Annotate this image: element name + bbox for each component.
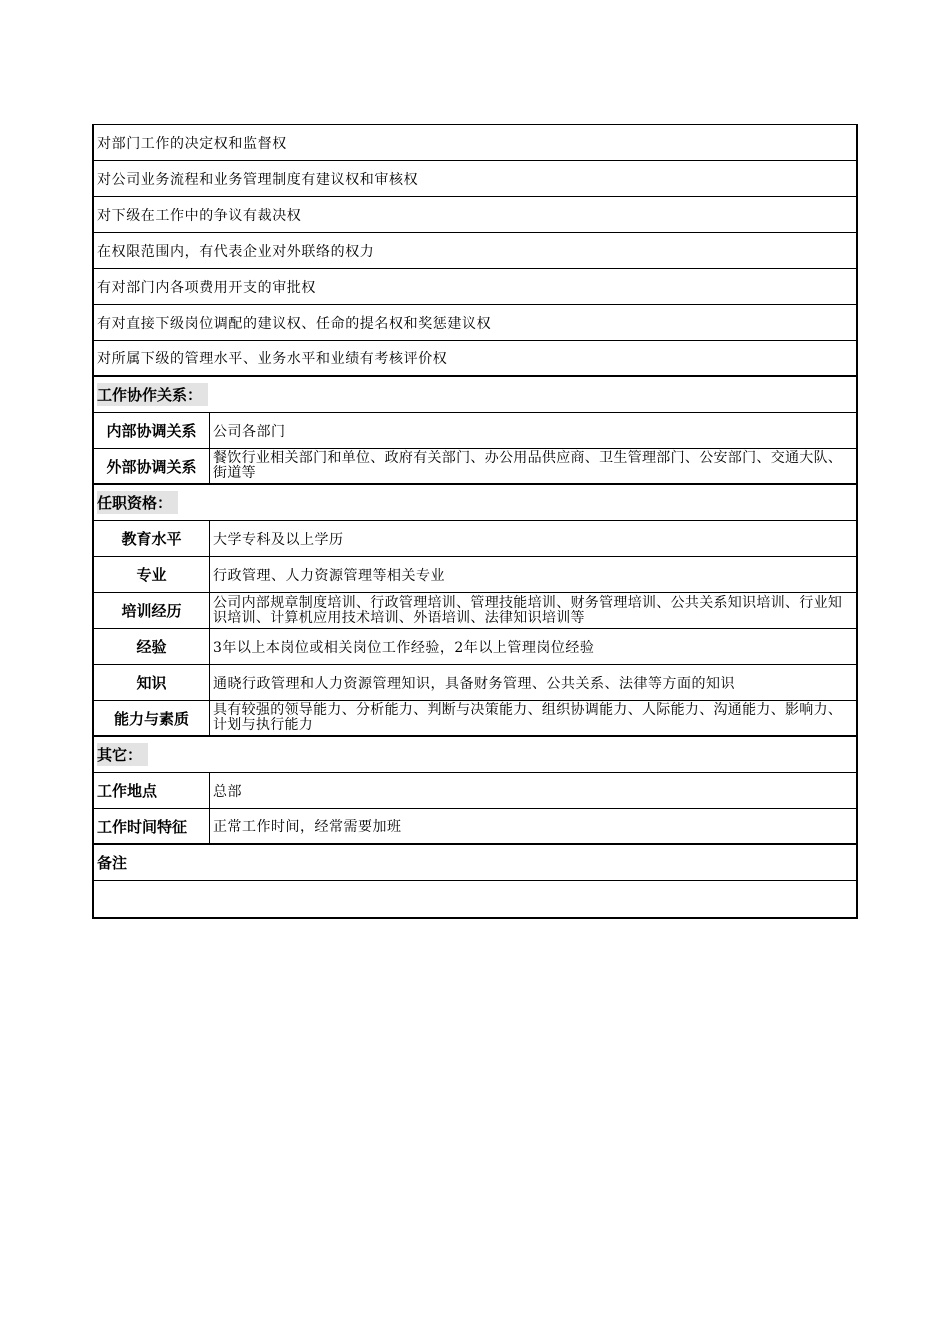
major-row: [94, 557, 856, 593]
other-header-row: [94, 737, 856, 773]
work-hours-label: 工作时间特征: [94, 809, 210, 843]
training-value: 公司内部规章制度培训、行政管理培训、管理技能培训、财务管理培训、公共关系知识培训、行业知识培训、计算机应用技术培训、外语培训、法律知识培训等: [213, 594, 843, 626]
authority-row: [94, 233, 856, 269]
work-hours-value: 正常工作时间，经常需要加班: [213, 819, 402, 835]
authority-text: 对下级在工作中的争议有裁决权: [97, 207, 302, 224]
training-label: 培训经历: [94, 593, 210, 628]
internal-coordination-row: [94, 413, 856, 449]
authority-row: [94, 341, 856, 377]
experience-label: 经验: [94, 629, 210, 664]
qualifications-title: 任职资格：: [97, 491, 178, 514]
experience-row: [94, 629, 856, 665]
internal-coordination-value: 公司各部门: [213, 423, 286, 440]
notes-body-row: [94, 881, 856, 917]
qualifications-header-row: [94, 485, 856, 521]
authority-row: [94, 305, 856, 341]
knowledge-value: 通晓行政管理和人力资源管理知识，具备财务管理、公共关系、法律等方面的知识: [213, 675, 735, 692]
authority-text: 有对直接下级岗位调配的建议权、任命的提名权和奖惩建议权: [97, 315, 492, 332]
education-label: 教育水平: [94, 521, 210, 556]
authority-row: [94, 125, 856, 161]
work-location-label: 工作地点: [94, 773, 210, 808]
notes-body: [94, 881, 856, 917]
education-value: 大学专科及以上学历: [213, 531, 344, 548]
authority-text: 在权限范围内，有代表企业对外联络的权力: [97, 243, 375, 260]
authority-row: [94, 269, 856, 305]
experience-value: 3年以上本岗位或相关岗位工作经验，2年以上管理岗位经验: [213, 639, 595, 656]
other-title: 其它：: [97, 743, 148, 766]
authority-row: [94, 161, 856, 197]
knowledge-label: 知识: [94, 665, 210, 700]
major-value: 行政管理、人力资源管理等相关专业: [213, 567, 445, 584]
knowledge-row: [94, 665, 856, 701]
work-location-row: [94, 773, 856, 809]
job-description-table: [92, 124, 858, 919]
external-coordination-value: 餐饮行业相关部门和单位、政府有关部门、办公用品供应商、卫生管理部门、公安部门、交通大队、街道等: [213, 450, 843, 481]
authority-row: [94, 197, 856, 233]
authority-text: 对部门工作的决定权和监督权: [97, 135, 287, 152]
major-label: 专业: [94, 557, 210, 592]
collaboration-title: 工作协作关系：: [97, 383, 208, 406]
ability-row: [94, 701, 856, 737]
external-coordination-label: 外部协调关系: [94, 449, 210, 483]
authority-text: 对所属下级的管理水平、业务水平和业绩有考核评价权: [97, 351, 448, 367]
ability-value: 具有较强的领导能力、分析能力、判断与决策能力、组织协调能力、人际能力、沟通能力、影响力、计划与执行能力: [213, 702, 843, 733]
external-coordination-row: [94, 449, 856, 485]
collaboration-header-row: [94, 377, 856, 413]
notes-header-row: [94, 845, 856, 881]
authority-text: 对公司业务流程和业务管理制度有建议权和审核权: [97, 171, 419, 188]
work-hours-row: [94, 809, 856, 845]
training-row: [94, 593, 856, 629]
work-location-value: 总部: [213, 783, 242, 800]
ability-label: 能力与素质: [94, 701, 210, 735]
notes-title: 备注: [97, 854, 128, 872]
authority-text: 有对部门内各项费用开支的审批权: [97, 279, 316, 296]
education-row: [94, 521, 856, 557]
internal-coordination-label: 内部协调关系: [94, 413, 210, 448]
